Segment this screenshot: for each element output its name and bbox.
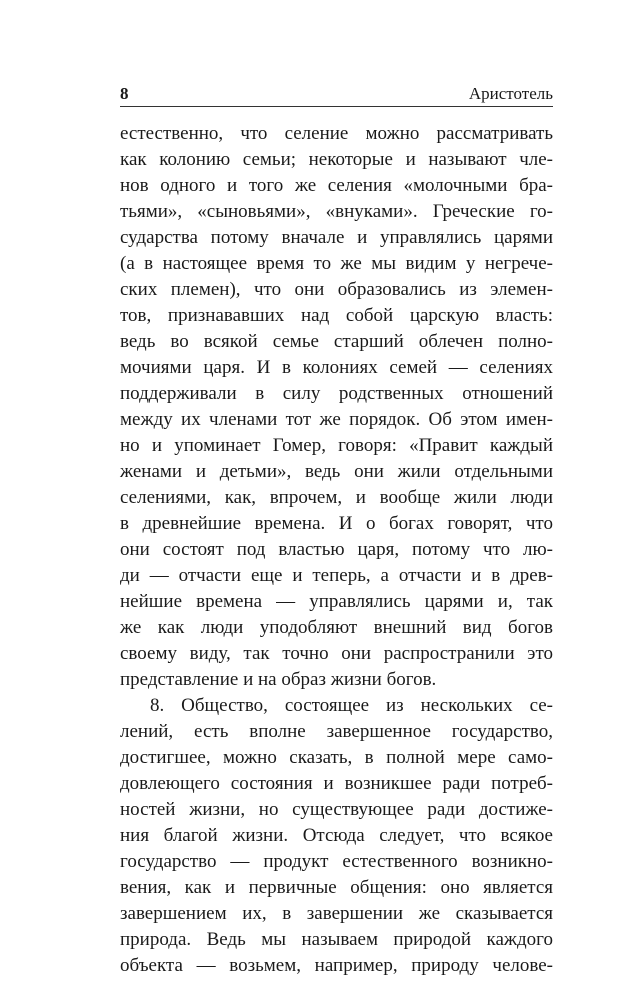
text-line: как колонию семьи; некоторые и называют чле- xyxy=(120,149,553,170)
text-line: тов, признававших над собой царскую власть: xyxy=(120,305,553,326)
text-line: государство — продукт естественного возникно- xyxy=(120,851,553,872)
text-line: ских племен), что они образовались из элемен- xyxy=(120,279,553,300)
text-line: женами и детьми», ведь они жили отдельными xyxy=(120,461,553,482)
text-line: нейшие времена — управлялись царями и, так xyxy=(120,591,553,612)
text-line: лений, есть вполне завершенное государство, xyxy=(120,721,553,742)
text-line: но и упоминает Гомер, говоря: «Правит каждый xyxy=(120,435,553,456)
text-line: же как люди уподобляют внешний вид богов xyxy=(120,617,553,638)
text-line: 8. Общество, состоящее из нескольких се- xyxy=(150,695,553,716)
running-header xyxy=(120,84,553,107)
running-title: Аристотель xyxy=(468,84,553,103)
text-line: селениями, как, впрочем, и вообще жили люди xyxy=(120,487,553,508)
text-line: (а в настоящее время то же мы видим у негрече- xyxy=(120,253,553,274)
text-line: ди — отчасти еще и теперь, а отчасти и в древ- xyxy=(120,565,553,586)
text-line: ведь во всякой семье старший облечен полно- xyxy=(120,331,553,352)
text-line: природа. Ведь мы называем природой каждого xyxy=(120,929,553,950)
text-line: в древнейшие времена. И о богах говорят, что xyxy=(120,513,553,534)
text-line: они состоят под властью царя, потому что лю- xyxy=(120,539,553,560)
text-line: своему виду, так точно они распространили это xyxy=(120,643,553,664)
text-line: объекта — возьмем, например, природу челове- xyxy=(120,955,553,976)
text-line: тьями», «сыновьями», «внуками». Греческие го- xyxy=(120,201,553,222)
text-line: нов одного и того же селения «молочными бра- xyxy=(120,175,553,196)
text-line: представление и на образ жизни богов. xyxy=(120,669,437,690)
text-line: ния благой жизни. Отсюда следует, что всякое xyxy=(120,825,553,846)
text-line: естественно, что селение можно рассматривать xyxy=(120,123,553,144)
text-line: завершением их, в завершении же сказывается xyxy=(120,903,553,924)
text-line: поддерживали в силу родственных отношений xyxy=(120,383,553,404)
text-line: сударства потому вначале и управлялись царями xyxy=(120,227,553,248)
body-text xyxy=(120,121,553,979)
text-line: ностей жизни, но существующее ради достиже- xyxy=(120,799,553,820)
text-line: между их членами тот же порядок. Об этом имен- xyxy=(120,409,553,430)
text-line: достигшее, можно сказать, в полной мере само- xyxy=(120,747,553,768)
text-line: вения, как и первичные общения: оно является xyxy=(120,877,553,898)
page-number: 8 xyxy=(120,84,129,103)
text-line: мочиями царя. И в колониях семей — селениях xyxy=(120,357,553,378)
text-line: довлеющего состояния и возникшее ради потреб- xyxy=(120,773,553,794)
